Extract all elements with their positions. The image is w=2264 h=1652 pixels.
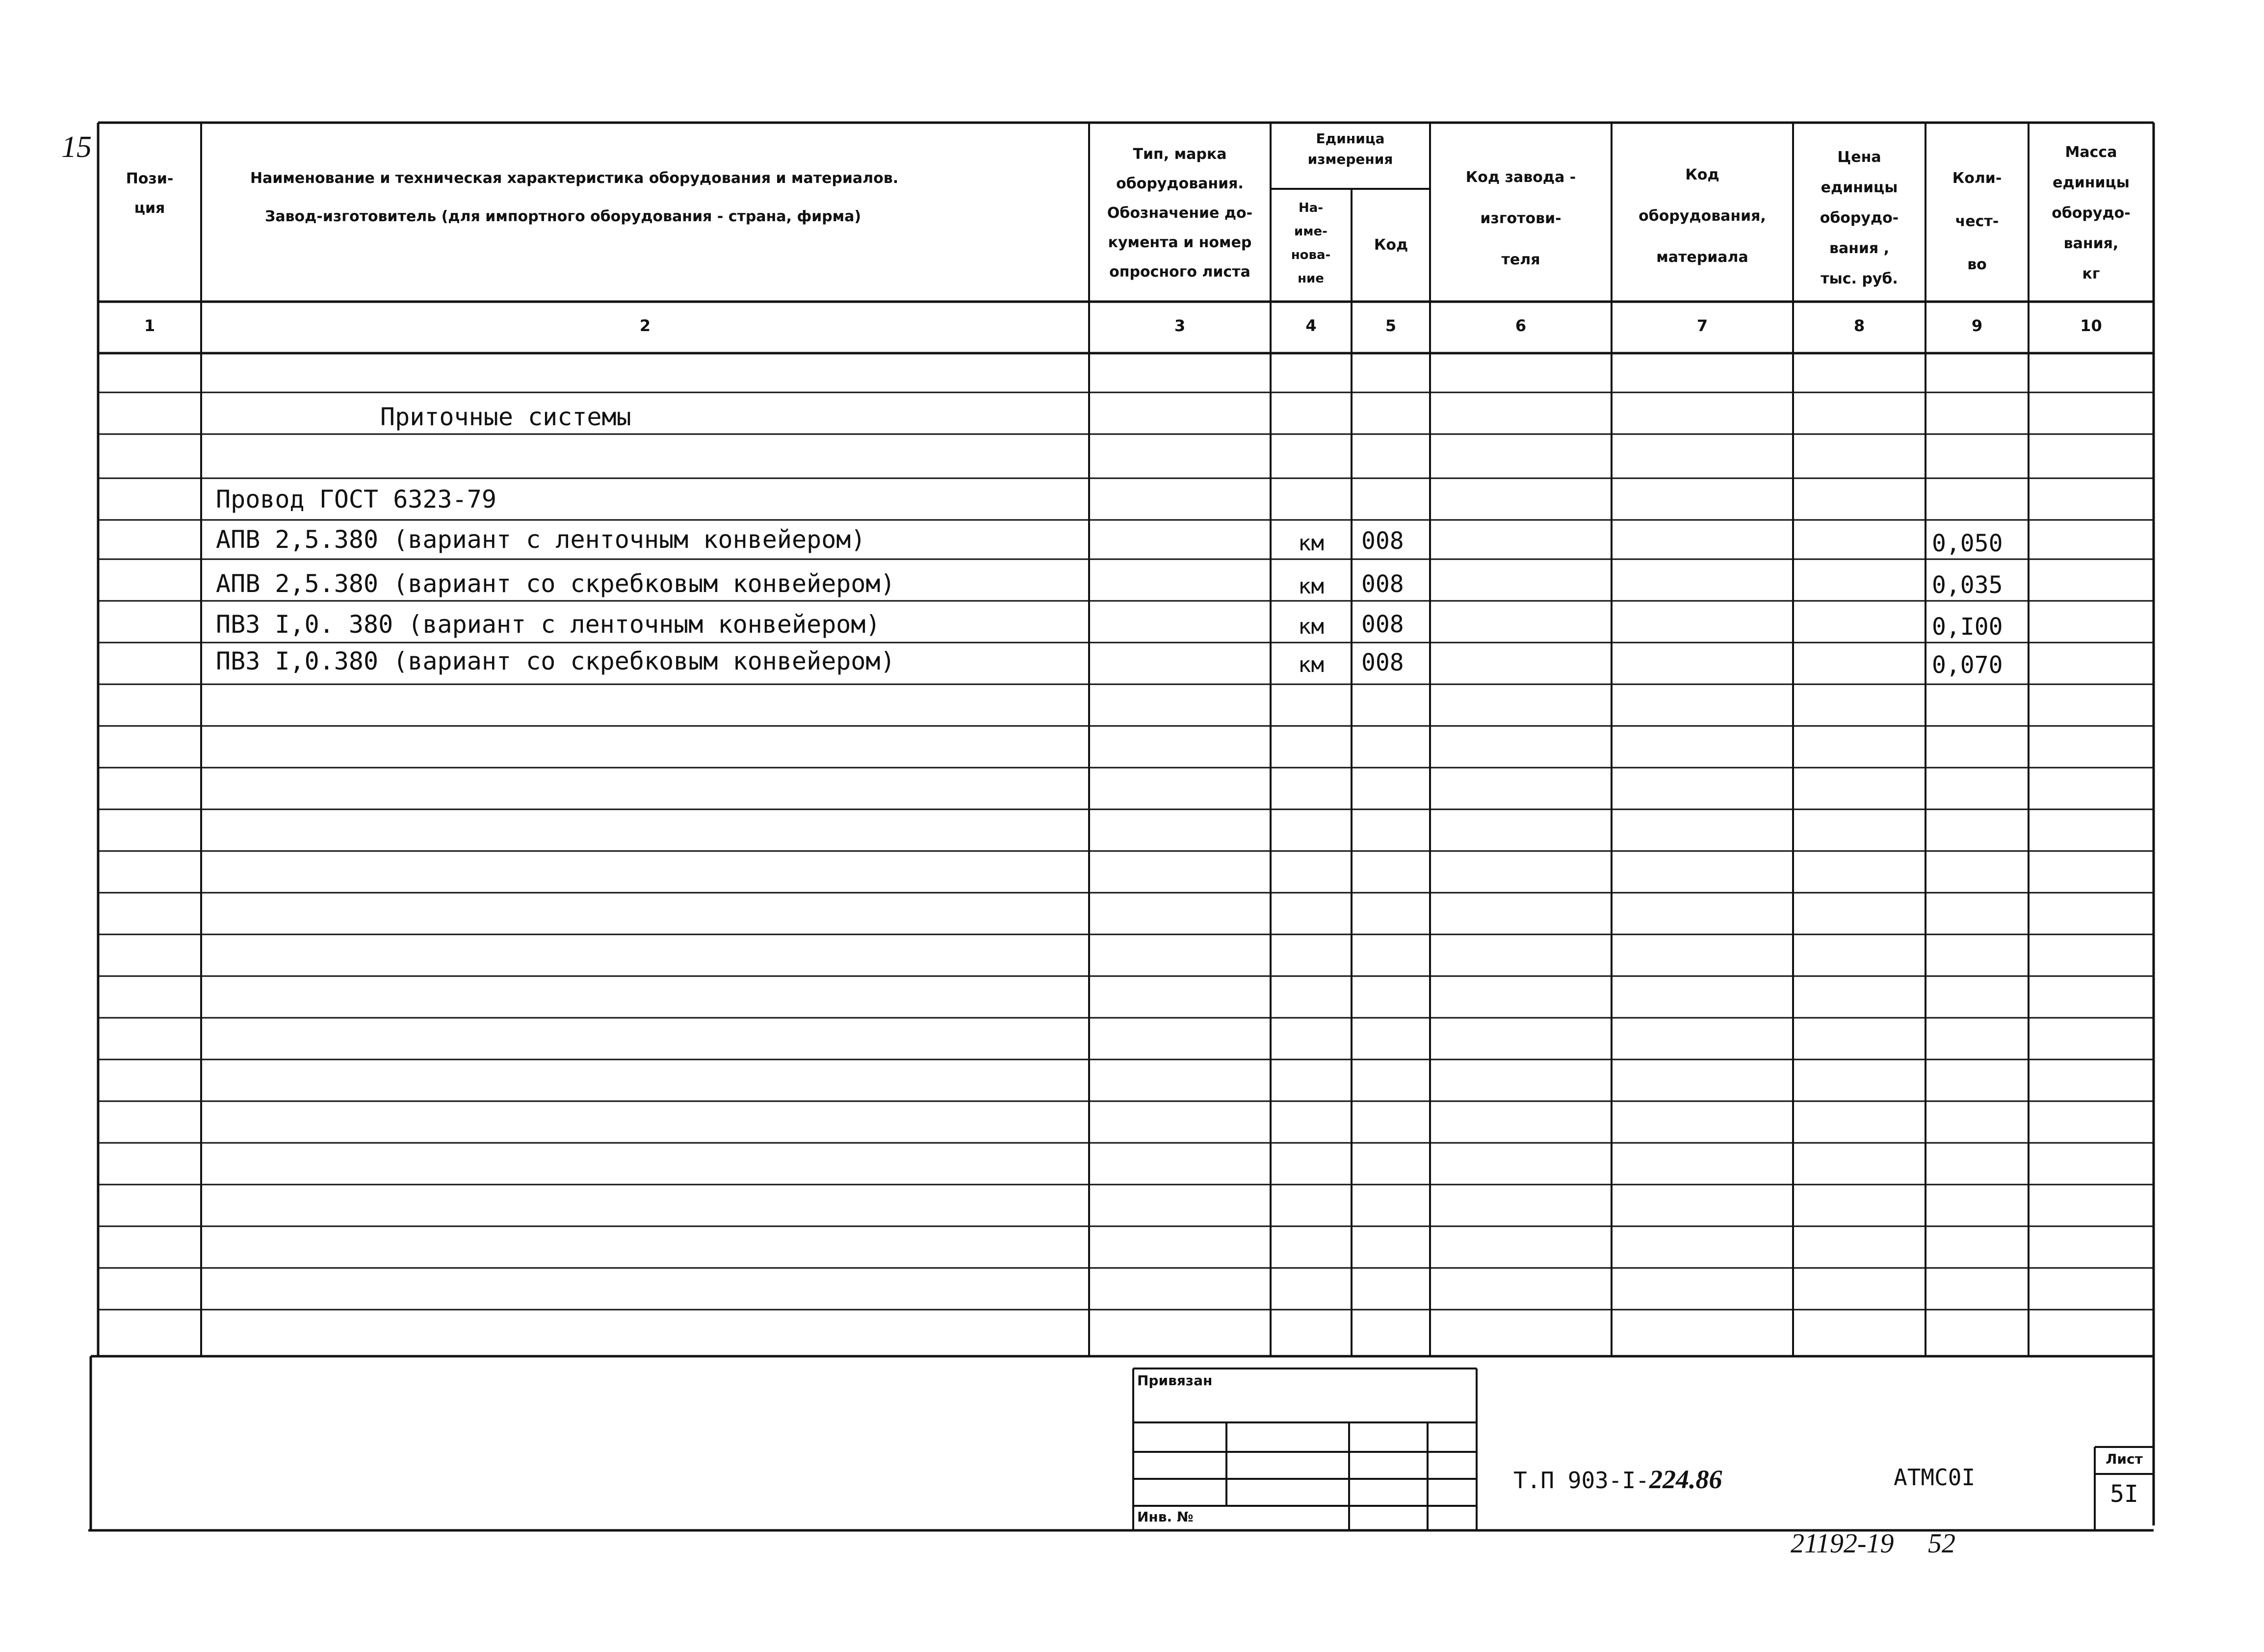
colnum-9: 9 xyxy=(1971,316,1983,335)
row-name: АПВ 2,5.380 (вариант со скребковым конвейером) xyxy=(216,569,895,598)
header-col2-line2: Завод-изготовитель (для импортного оборудования - страна, фирма) xyxy=(265,208,861,225)
sheet-label: Лист xyxy=(2106,1451,2143,1467)
colnum-5: 5 xyxy=(1385,316,1397,335)
colnum-10: 10 xyxy=(2080,316,2102,335)
header-col4 xyxy=(1272,196,1350,290)
header-col3-line4: кумента и номер xyxy=(1108,234,1252,251)
header-col10-line3: оборудо- xyxy=(2052,205,2131,222)
header-col1-line1: Пози- xyxy=(126,170,174,187)
colnum-1: 1 xyxy=(144,316,156,335)
header-col3-line3: Обозначение до- xyxy=(1107,205,1253,222)
header-col8-line4: вания , xyxy=(1829,240,1890,257)
row-unit: км xyxy=(1298,652,1324,677)
row-code: 008 xyxy=(1361,611,1404,638)
header-col10-line4: вания, xyxy=(2063,235,2119,252)
header-col8-line3: оборудо- xyxy=(1820,209,1899,227)
header-col4-line1: На- xyxy=(1298,201,1324,215)
header-col3-line1: Тип, марка xyxy=(1133,146,1227,163)
row-unit: км xyxy=(1298,574,1324,599)
header-col10-line1: Масса xyxy=(2065,144,2117,161)
header-col8-line2: единицы xyxy=(1821,179,1898,196)
header-col5: Код xyxy=(1374,236,1408,254)
header-col6-line3: теля xyxy=(1501,251,1540,268)
header-col8-line1: Цена xyxy=(1837,149,1881,166)
header-col2-line1: Наименование и техническая характеристика оборудования и материалов. xyxy=(250,170,899,187)
header-col4-line2: име- xyxy=(1294,224,1327,239)
stamp-privyazan: Привязан xyxy=(1137,1372,1213,1389)
row-name: АПВ 2,5.380 (вариант с ленточным конвейером) xyxy=(216,525,866,554)
header-col7-line2: оборудования, xyxy=(1639,207,1766,225)
header-unit-group xyxy=(1273,129,1428,170)
footer-handwritten-code: 21192-19 xyxy=(1791,1528,1894,1559)
header-col6 xyxy=(1432,157,1609,281)
row-name: ПВЗ I,0.380 (вариант со скребковым конвейером) xyxy=(216,647,895,675)
row-code: 008 xyxy=(1361,527,1404,555)
header-unit-line2: измерения xyxy=(1307,151,1393,167)
header-col7-line3: материала xyxy=(1656,249,1748,266)
header-col7 xyxy=(1614,155,1791,278)
header-col3-line5: опросного листа xyxy=(1109,263,1250,281)
row-qty: 0,I00 xyxy=(1932,613,2003,641)
header-col1 xyxy=(103,164,196,223)
sheet-number: 5I xyxy=(2110,1480,2138,1508)
section-title: Приточные системы xyxy=(380,403,631,431)
header-col4-line4: ние xyxy=(1298,271,1324,286)
header-col10-line5: кг xyxy=(2082,265,2100,283)
row-unit: км xyxy=(1298,531,1324,556)
header-col8 xyxy=(1796,142,1923,294)
footer-page-number: 52 xyxy=(1928,1528,1955,1559)
row-code: 008 xyxy=(1361,570,1404,598)
row-qty: 0,035 xyxy=(1932,571,2003,599)
row-code: 008 xyxy=(1361,649,1404,676)
stamp-inv-no: Инв. № xyxy=(1137,1509,1194,1525)
colnum-3: 3 xyxy=(1174,316,1186,335)
colnum-2: 2 xyxy=(639,316,651,335)
header-col1-line2: ция xyxy=(134,200,165,217)
doc-code xyxy=(1513,1464,1722,1495)
header-col4-line3: нова- xyxy=(1291,248,1331,262)
colnum-7: 7 xyxy=(1696,316,1708,335)
header-col2 xyxy=(250,159,1084,236)
header-col3 xyxy=(1092,140,1268,287)
colnum-8: 8 xyxy=(1853,316,1865,335)
album-code: АТМС0I xyxy=(1894,1464,1976,1491)
row-unit: км xyxy=(1298,614,1324,639)
header-col3-line2: оборудования. xyxy=(1116,175,1244,192)
page-mark: 15 xyxy=(61,130,92,164)
header-col9 xyxy=(1928,157,2026,286)
header-col8-line5: тыс. руб. xyxy=(1821,270,1898,287)
header-unit-line1: Единица xyxy=(1316,130,1385,147)
header-col6-line1: Код завода - xyxy=(1465,169,1576,186)
colnum-6: 6 xyxy=(1515,316,1527,335)
group-title: Провод ГОСТ 6323-79 xyxy=(216,485,496,514)
colnum-4: 4 xyxy=(1305,316,1317,335)
header-col6-line2: изготови- xyxy=(1480,210,1561,227)
header-col10 xyxy=(2031,137,2151,289)
doc-code-prefix: Т.П 903-I- xyxy=(1513,1467,1649,1494)
header-col9-line2: чест- xyxy=(1955,213,1999,230)
header-col7-line1: Код xyxy=(1685,166,1719,183)
header-col9-line3: во xyxy=(1967,256,1987,273)
header-col10-line2: единицы xyxy=(2053,174,2130,191)
header-col9-line1: Коли- xyxy=(1952,170,2002,187)
row-name: ПВЗ I,0. 380 (вариант с ленточным конвейером) xyxy=(216,610,881,639)
row-qty: 0,070 xyxy=(1932,651,2003,679)
doc-code-handwritten: 224.86 xyxy=(1649,1465,1722,1494)
row-qty: 0,050 xyxy=(1932,530,2003,557)
